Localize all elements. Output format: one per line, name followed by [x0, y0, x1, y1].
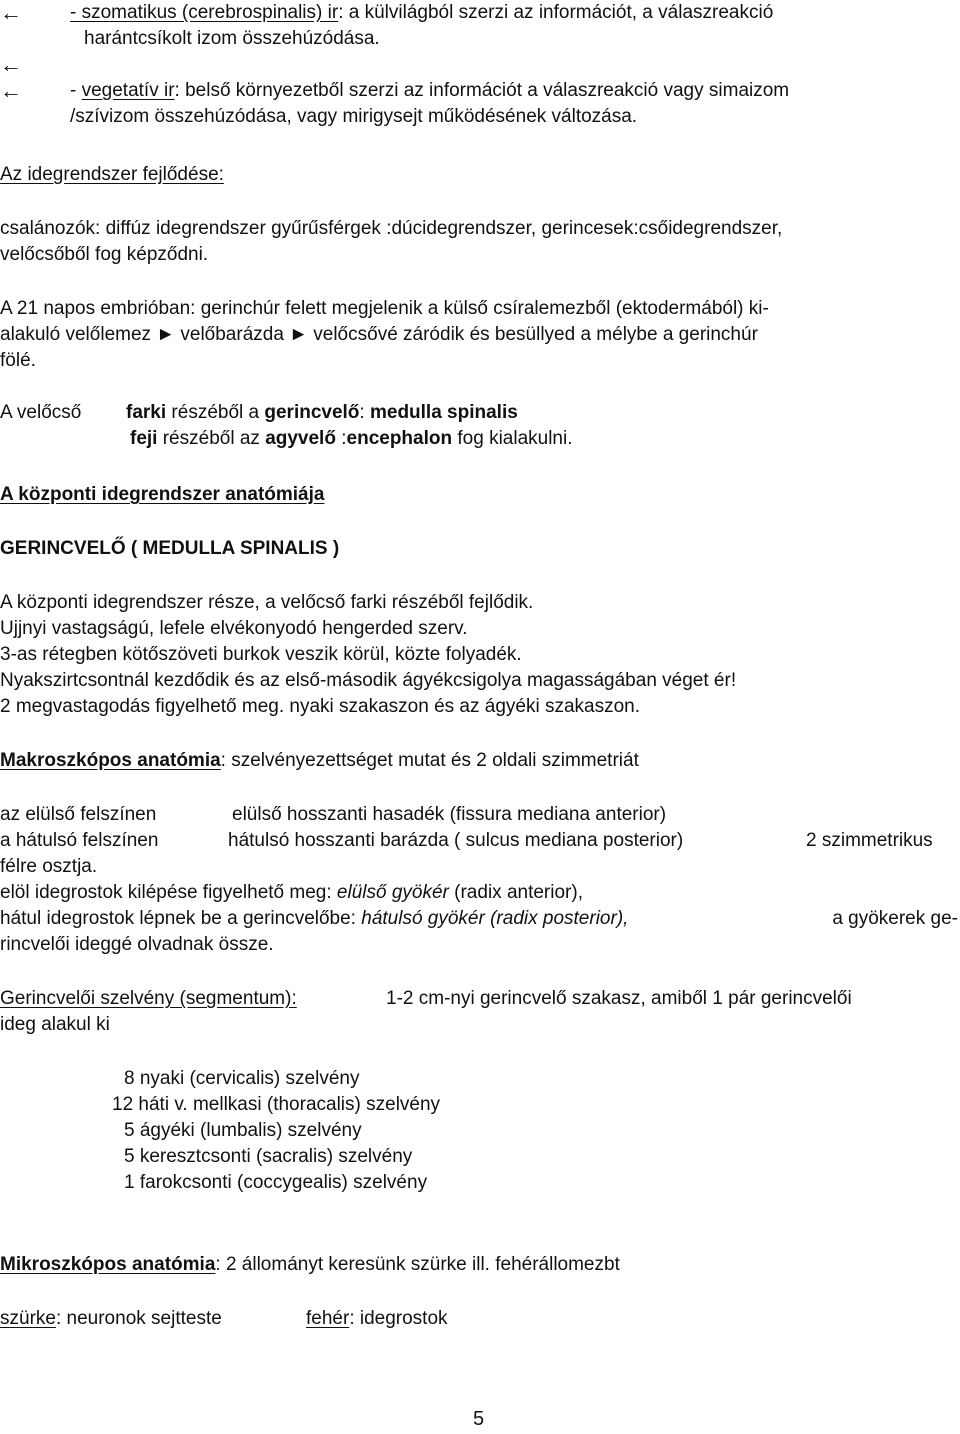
elulso-desc: elülső hosszanti hasadék (fissura mediana anterior) — [232, 804, 667, 825]
list-item-szomatikus-cont: harántcsíkolt izom összehúzódása. — [84, 28, 380, 49]
farki-line: farki részéből a gerincvelő: medulla spinalis — [126, 402, 518, 423]
szurke-line: szürke: neuronok sejtteste — [0, 1308, 222, 1329]
paragraph-line: A 21 napos embrióban: gerinchúr felett megjelenik a külső csíralemezből (ektodermából) ki- — [0, 298, 769, 319]
page-number: 5 — [473, 1408, 485, 1430]
hatul-line: hátul idegrostok lépnek be a gerincvelőbe: hátulsó gyökér (radix posterior), a gyökerek ge- — [0, 908, 958, 929]
velocso-label: A velőcső — [0, 402, 82, 423]
hatulso-label: a hátulsó felszínen — [0, 830, 159, 851]
paragraph-line: alakuló velőlemez ► velőbarázda ► velőcsővé záródik és besüllyed a mélybe a gerinchúr — [0, 324, 758, 345]
gerincvelo-line: A központi idegrendszer része, a velőcső farki részéből fejlődik. — [0, 592, 534, 613]
list-item-szomatikus: - szomatikus (cerebrospinalis) ir: a külvilágból szerzi az információt, a válaszreakció — [70, 2, 774, 23]
elulso-label: az elülső felszínen — [0, 804, 157, 825]
paragraph-line: velőcsőből fog képződni. — [0, 244, 209, 265]
paragraph-line: fölé. — [0, 350, 36, 371]
hatulso-desc: hátulsó hosszanti barázda ( sulcus mediana posterior) — [228, 830, 684, 851]
paragraph-line: ideg alakul ki — [0, 1014, 110, 1035]
gerincvelo-line: 2 megvastagodás figyelhető meg. nyaki szakaszon és az ágyéki szakaszon. — [0, 696, 641, 717]
segment-item: 5 ágyéki (lumbalis) szelvény — [124, 1120, 362, 1141]
gerincvelo-line: Nyakszirtcsontnál kezdődik és az első-második ágyékcsigolya magasságában véget ér! — [0, 670, 737, 691]
segment-item: 8 nyaki (cervicalis) szelvény — [124, 1068, 360, 1089]
hatulso-tail: 2 szimmetrikus — [806, 830, 933, 851]
section-heading-gerincvelo: GERINCVELŐ ( MEDULLA SPINALIS ) — [0, 538, 340, 559]
segment-item: 1 farokcsonti (coccygealis) szelvény — [124, 1172, 428, 1193]
left-arrow-icon: ← — [0, 0, 22, 25]
gerincvelo-line: 3-as rétegben kötőszöveti burkok veszik körül, közte folyadék. — [0, 644, 522, 665]
gerincvelo-line: Ujjnyi vastagságú, lefele elvékonyodó hengerded szerv. — [0, 618, 468, 639]
segment-item: 12 háti v. mellkasi (thoracalis) szelvény — [112, 1094, 441, 1115]
elol-line: elöl idegrostok kilépése figyelhető meg: elülső gyökér (radix anterior), — [0, 882, 583, 903]
paragraph-line: rincvelői ideggé olvadnak össze. — [0, 934, 274, 955]
left-arrow-icon: ← — [0, 78, 22, 103]
makro-line: Makroszkópos anatómia: szelvényezettséget mutat és 2 oldali szimmetriát — [0, 750, 639, 771]
left-arrow-icon: ← — [0, 52, 22, 77]
segment-item: 5 keresztcsonti (sacralis) szelvény — [124, 1146, 413, 1167]
section-heading-fejlodes: Az idegrendszer fejlődése: — [0, 164, 224, 185]
paragraph-line: csalánozók: diffúz idegrendszer gyűrűsférgek :dúcidegrendszer, gerincesek:csőidegrendszer, — [0, 218, 783, 239]
list-item-vegetativ: - vegetatív ir: belső környezetből szerzi az információt a válaszreakció vagy simaizom — [70, 80, 790, 101]
section-heading-anatomia: A központi idegrendszer anatómiája — [0, 484, 325, 505]
szelveny-desc: 1-2 cm-nyi gerincvelő szakasz, amiből 1 pár gerincvelői — [386, 988, 852, 1009]
feji-line: feji részéből az agyvelő :encephalon fog kialakulni. — [130, 428, 573, 449]
feher-line: fehér: idegrostok — [306, 1308, 448, 1329]
mikro-line: Mikroszkópos anatómia: 2 állományt keresünk szürke ill. fehérállomezbt — [0, 1254, 620, 1275]
szelveny-line: Gerincvelői szelvény (segmentum): — [0, 988, 297, 1009]
list-item-vegetativ-cont: /szívizom összehúzódása, vagy mirigysejt működésének változása. — [70, 106, 638, 127]
paragraph-line: félre osztja. — [0, 856, 98, 877]
